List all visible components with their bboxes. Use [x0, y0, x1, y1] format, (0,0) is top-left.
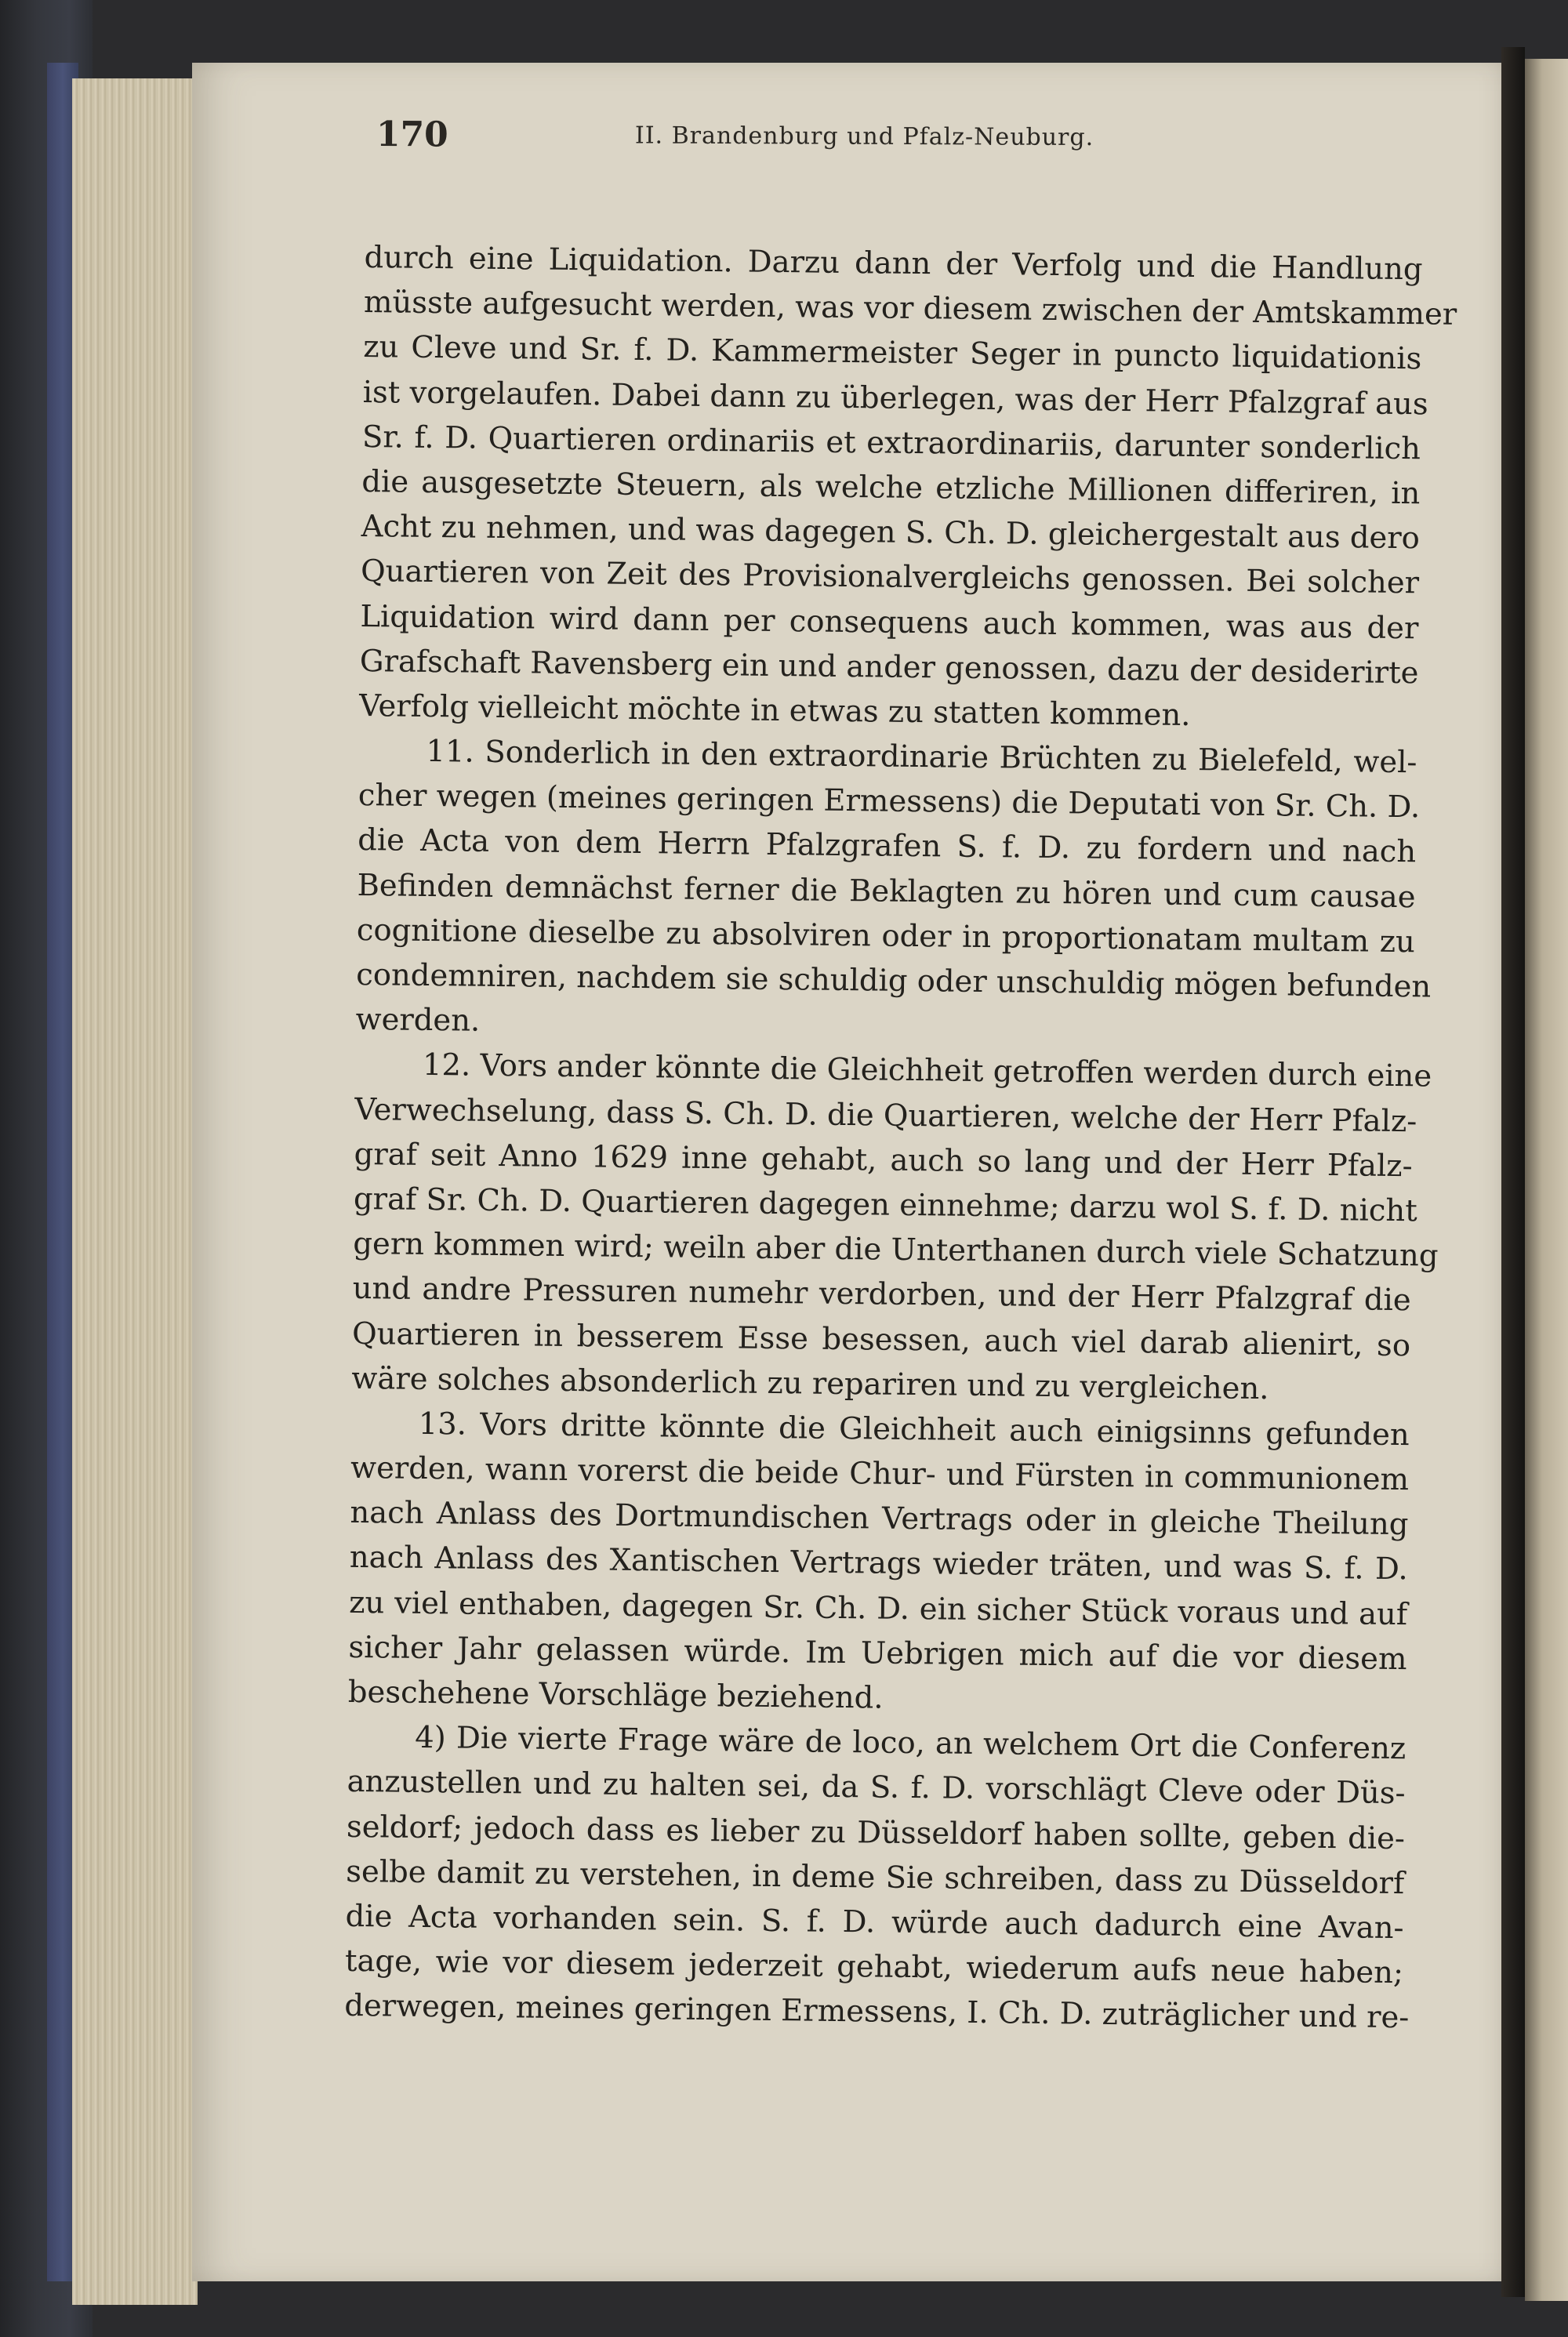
text-line: Quartieren in besserem Esse besessen, auch viel darab alienirt, so	[351, 1315, 1411, 1363]
text-line: die Acta von dem Herrn Pfalzgrafen S. f. D. zu fordern und nach	[357, 822, 1417, 870]
text-line: ist vorgelaufen. Dabei dann zu überlegen, was der Herr Pfalzgraf aus	[362, 374, 1428, 422]
text-line: zu viel enthaben, dagegen Sr. Ch. D. ein sicher Stück voraus und auf	[348, 1584, 1408, 1632]
text-line: condemniren, nachdem sie schuldig oder unschuldig mögen befunden	[356, 956, 1432, 1005]
running-head: II. Brandenburg und Pfalz-Neuburg.	[634, 122, 1094, 152]
text-line: graf Sr. Ch. D. Quartieren dagegen einnehme; darzu wol S. f. D. nicht	[353, 1181, 1417, 1229]
page-number: 170	[376, 114, 448, 155]
text-line: graf seit Anno 1629 inne gehabt, auch so lang und der Herr Pfalz-	[354, 1136, 1413, 1184]
text-line: nach Anlass des Xantischen Vertrags wieder träten, und was S. f. D.	[349, 1540, 1409, 1588]
text-line: werden.	[355, 1002, 481, 1039]
text-line: Liquidation wird dann per consequens auch kommen, was aus der	[360, 598, 1419, 646]
text-line: Verfolg vielleicht möchte in etwas zu statten kommen.	[358, 688, 1191, 733]
text-line: durch eine Liquidation. Darzu dann der Verfolg und die Handlung	[364, 239, 1423, 288]
text-line: die Acta vorhanden sein. S. f. D. würde auch dadurch eine Avan-	[345, 1898, 1404, 1947]
text-line: cher wegen (meines geringen Ermessens) die Deputati von Sr. Ch. D.	[358, 778, 1421, 826]
text-line: derwegen, meines geringen Ermessens, I. Ch. D. zuträglicher und re-	[344, 1988, 1410, 2036]
text-line: müsste aufgesucht werden, was vor diesem zwischen der Amtskammer	[363, 285, 1457, 332]
text-line: gern kommen wird; weiln aber die Unterthanen durch viele Schatzung	[353, 1226, 1439, 1274]
page-edges	[72, 78, 198, 2305]
text-line: Quartieren von Zeit des Provisionalvergleichs genossen. Bei solcher	[360, 553, 1420, 601]
text-line: beschehene Vorschläge beziehend.	[347, 1674, 884, 1716]
text-line: cognitione dieselbe zu absolviren oder in proportionatam multam zu	[356, 912, 1416, 960]
book-gutter	[1501, 47, 1525, 2297]
text-line: Befinden demnächst ferner die Beklagten zu hören und cum causae	[357, 867, 1416, 915]
text-line: tage, wie vor diesem jederzeit gehabt, wiederum aufs neue haben;	[344, 1943, 1404, 1991]
paragraph-start-line: 12. Vors ander könnte die Gleichheit getroffen werden durch eine	[422, 1047, 1432, 1094]
paragraph-start-line: 13. Vors dritte könnte die Gleichheit auch einigsinns gefunden	[418, 1406, 1410, 1453]
text-line: anzustellen und zu halten sei, da S. f. D. vorschlägt Cleve oder Düs-	[347, 1764, 1406, 1812]
text-line: seldorf; jedoch dass es lieber zu Düsseldorf haben sollte, geben die-	[346, 1809, 1406, 1856]
next-page-edge	[1525, 59, 1568, 2301]
text-line: Verwechselung, dass S. Ch. D. die Quartieren, welche der Herr Pfalz-	[354, 1091, 1417, 1139]
text-line: wäre solches absonderlich zu repariren und zu vergleichen.	[351, 1360, 1269, 1406]
page-header	[188, 114, 1356, 174]
text-line: zu Cleve und Sr. f. D. Kammermeister Seger in puncto liquidationis	[363, 329, 1422, 377]
text-line: Sr. f. D. Quartieren ordinariis et extraordinariis, darunter sonderlich	[361, 419, 1421, 467]
text-line: selbe damit zu verstehen, in deme Sie schreiben, dass zu Düsseldorf	[346, 1853, 1405, 1901]
text-line: nach Anlass des Dortmundischen Vertrags oder in gleiche Theilung	[350, 1495, 1409, 1543]
text-body	[344, 235, 1457, 2041]
text-line: und andre Pressuren numehr verdorben, und der Herr Pfalzgraf die	[352, 1271, 1411, 1319]
text-line: Acht zu nehmen, und was dagegen S. Ch. D. gleichergestalt aus dero	[361, 509, 1421, 557]
text-line: sicher Jahr gelassen würde. Im Uebrigen mich auf die vor diesem	[348, 1629, 1407, 1678]
text-line: Grafschaft Ravensberg ein und ander genossen, dazu der desiderirte	[359, 643, 1419, 691]
paragraph-start-line: 11. Sonderlich in den extraordinarie Brüchten zu Bielefeld, wel-	[426, 733, 1417, 781]
text-line: werden, wann vorerst die beide Chur- und Fürsten in communionem	[350, 1450, 1410, 1498]
paragraph-start-line: 4) Die vierte Frage wäre de loco, an welchem Ort die Conferenz	[415, 1720, 1406, 1767]
text-line: die ausgesetzte Steuern, als welche etzliche Millionen differiren, in	[361, 463, 1421, 512]
